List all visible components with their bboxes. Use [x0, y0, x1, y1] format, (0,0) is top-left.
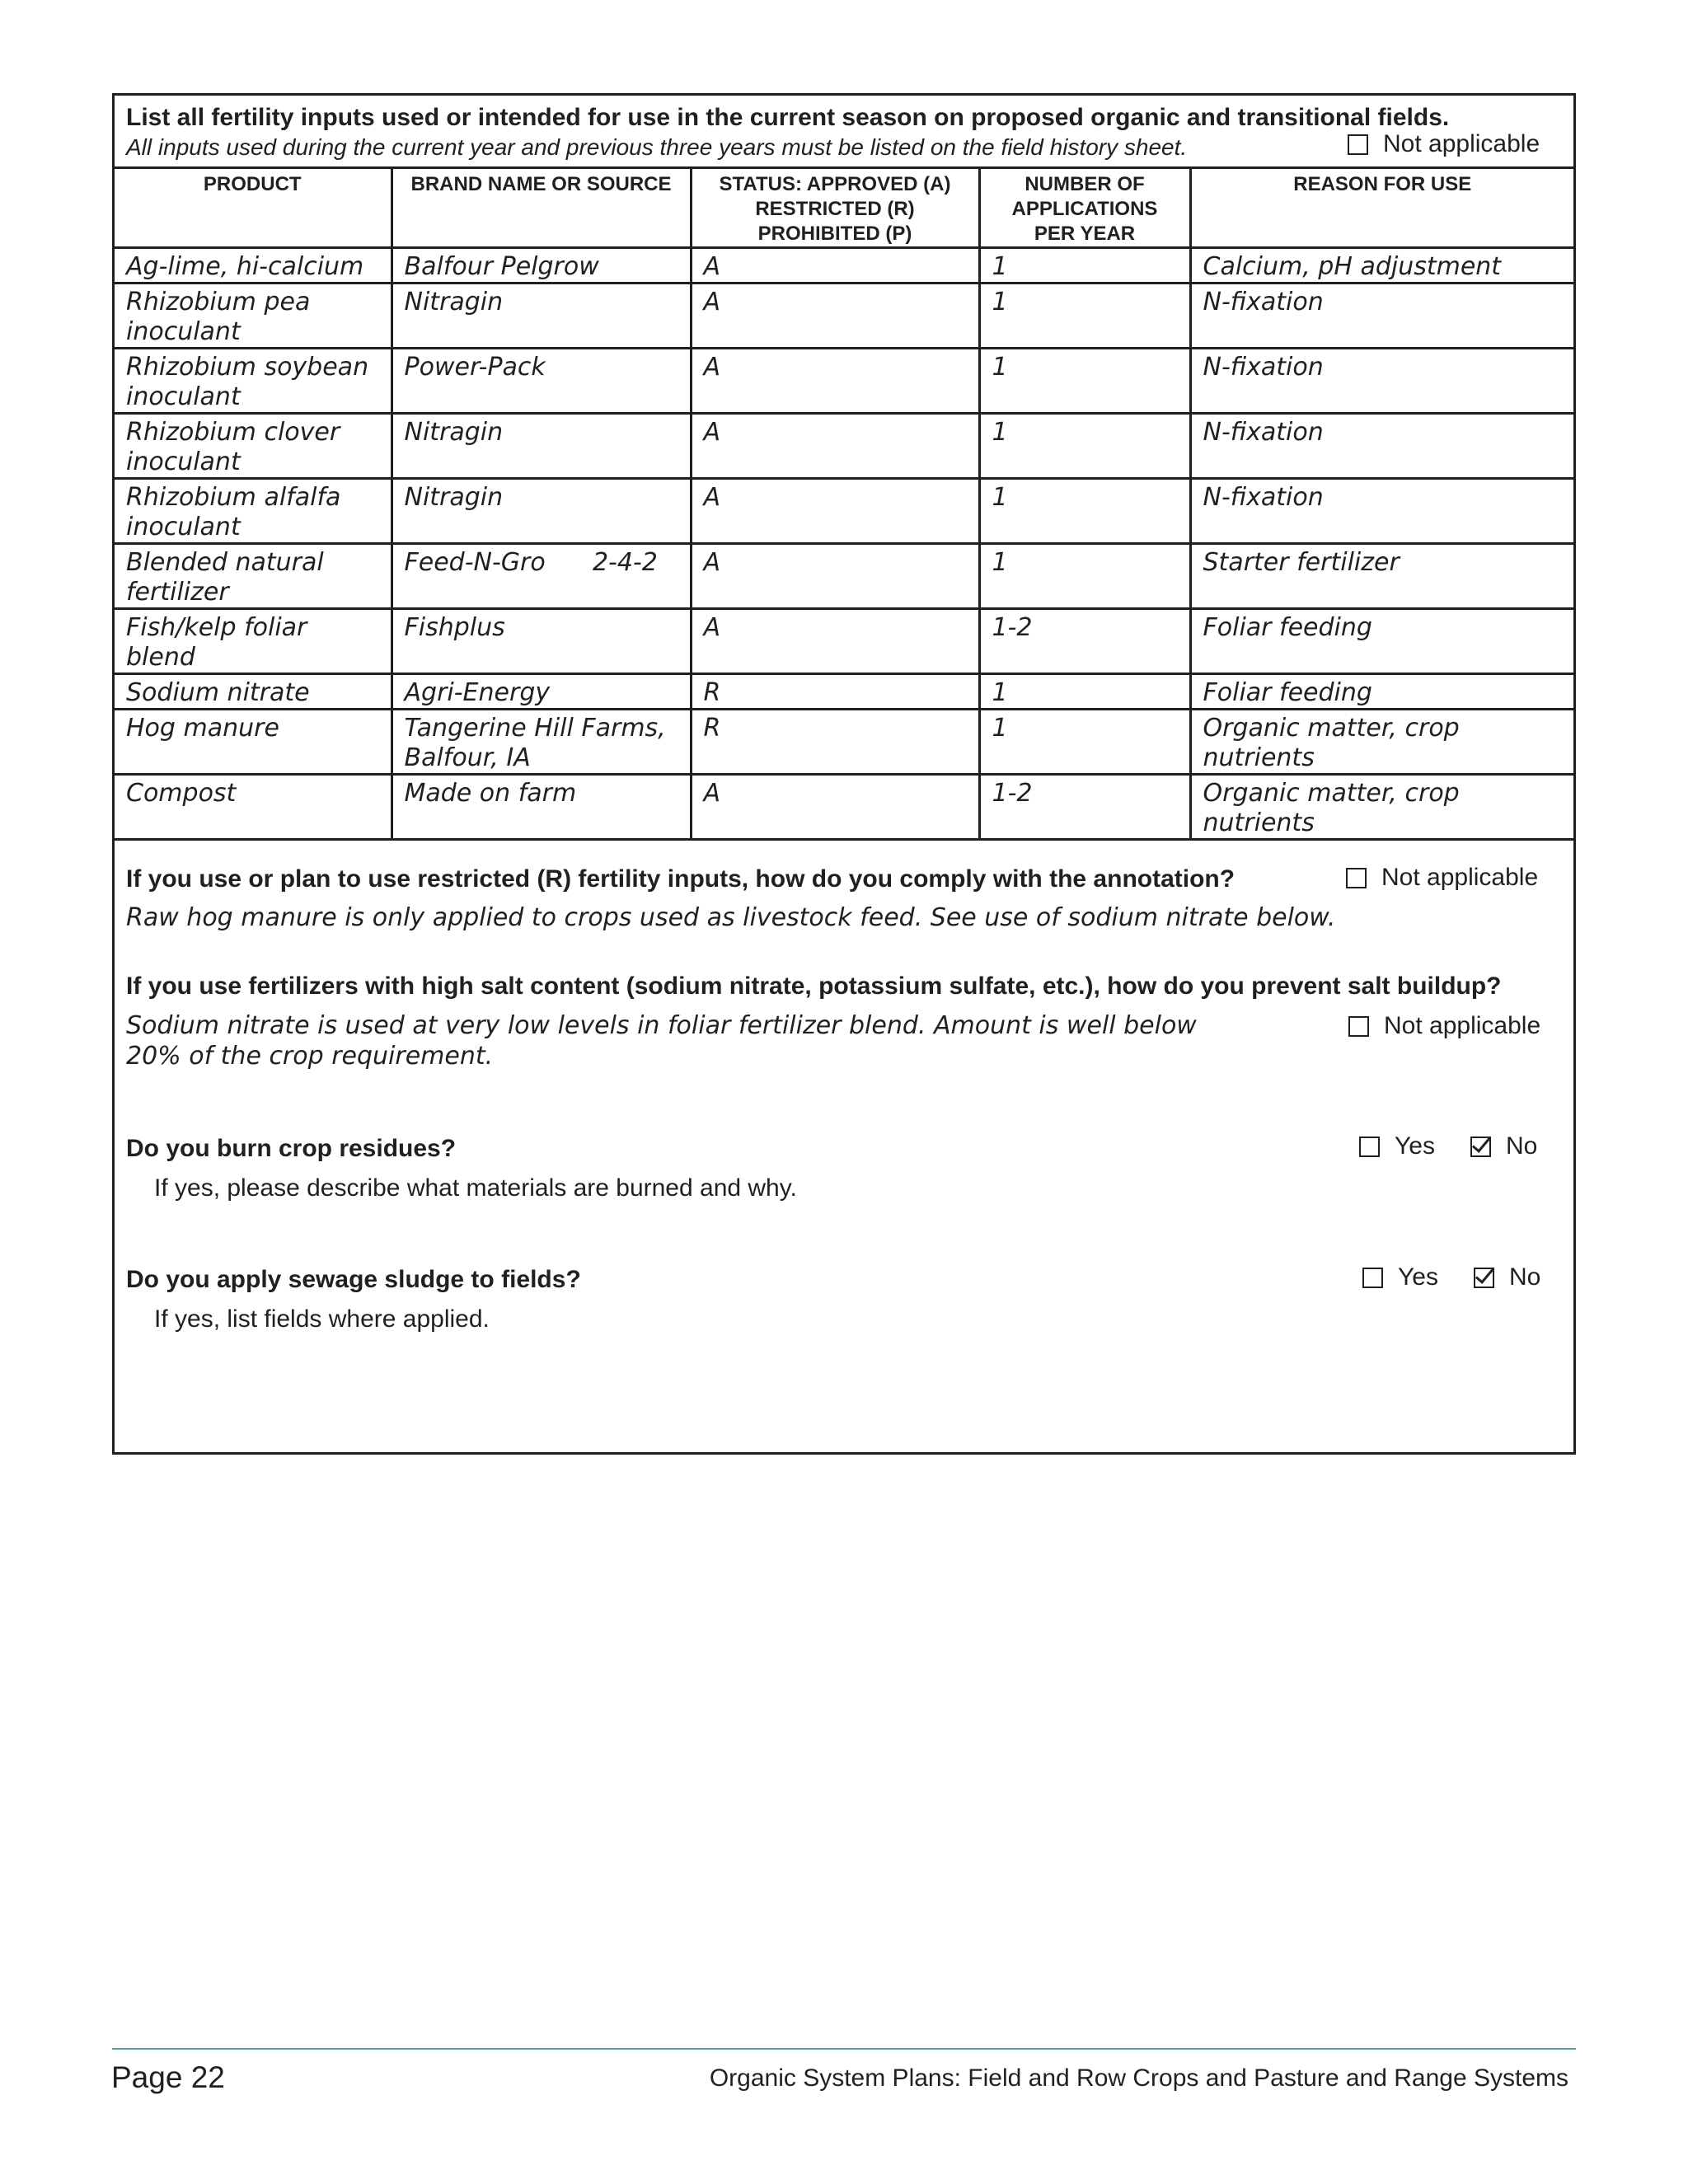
applications-cell[interactable]: 1-2	[979, 609, 1190, 674]
salt-buildup-answer-line-1[interactable]: Sodium nitrate is used at very low levels in foliar fertilizer blend. Amount is well below	[126, 1011, 1197, 1040]
brand-cell[interactable]: Agri-Energy	[392, 674, 691, 710]
q2-not-applicable-checkbox[interactable]	[1348, 1016, 1369, 1037]
sludge-no-label: No	[1509, 1263, 1541, 1291]
page-number: Page 22	[111, 2060, 225, 2094]
table-row	[115, 479, 1573, 544]
footer-divider	[112, 2048, 1576, 2050]
not-applicable-option[interactable]	[1348, 130, 1540, 158]
brand-cell[interactable]: Nitragin	[392, 414, 691, 479]
reason-cell[interactable]: Foliar feeding	[1190, 609, 1573, 674]
restricted-inputs-question: If you use or plan to use restricted (R) fertility inputs, how do you comply with the annotation?	[126, 865, 1236, 893]
reason-cell[interactable]: N-fixation	[1190, 479, 1573, 544]
status-cell[interactable]: A	[691, 284, 979, 349]
status-cell[interactable]: A	[691, 609, 979, 674]
applications-cell[interactable]: 1-2	[979, 775, 1190, 840]
sludge-yes-label: Yes	[1398, 1263, 1438, 1291]
applications-cell[interactable]: 1	[979, 674, 1190, 710]
status-cell[interactable]: A	[691, 544, 979, 609]
q2-not-applicable-option[interactable]	[1348, 1012, 1540, 1040]
table-row	[115, 248, 1573, 284]
column-header: STATUS: APPROVED (A) RESTRICTED (R) PROHIBITED (P)	[691, 166, 979, 248]
burn-yes-option[interactable]	[1359, 1132, 1435, 1160]
document-title: Organic System Plans: Field and Row Crops and Pasture and Range Systems	[709, 2064, 1568, 2092]
table-header-row	[115, 166, 1573, 248]
brand-cell[interactable]: Feed-N-Gro 2-4-2	[392, 544, 691, 609]
product-cell[interactable]: Sodium nitrate	[115, 674, 392, 710]
q1-not-applicable-checkbox[interactable]	[1346, 868, 1367, 888]
reason-cell[interactable]: Organic matter, crop nutrients	[1190, 775, 1573, 840]
product-cell[interactable]: Rhizobium soybean inoculant	[115, 349, 392, 414]
sludge-yes-option[interactable]	[1362, 1263, 1438, 1291]
column-header: REASON FOR USE	[1190, 166, 1573, 248]
applications-cell[interactable]: 1	[979, 414, 1190, 479]
sludge-no-option[interactable]	[1474, 1263, 1540, 1291]
applications-cell[interactable]: 1	[979, 248, 1190, 284]
product-cell[interactable]: Blended natural fertilizer	[115, 544, 392, 609]
restricted-inputs-answer[interactable]: Raw hog manure is only applied to crops used as livestock feed. See use of sodium nitrate below.	[126, 903, 1336, 932]
reason-cell[interactable]: Starter fertilizer	[1190, 544, 1573, 609]
brand-cell[interactable]: Made on farm	[392, 775, 691, 840]
brand-cell[interactable]: Nitragin	[392, 284, 691, 349]
reason-cell[interactable]: Calcium, pH adjustment	[1190, 248, 1573, 284]
brand-cell[interactable]: Nitragin	[392, 479, 691, 544]
burn-no-option[interactable]	[1470, 1132, 1537, 1160]
reason-cell[interactable]: N-fixation	[1190, 284, 1573, 349]
status-cell[interactable]: R	[691, 710, 979, 775]
brand-cell[interactable]: Power-Pack	[392, 349, 691, 414]
burn-materials-prompt: If yes, please describe what materials are burned and why.	[154, 1174, 797, 1202]
applications-cell[interactable]: 1	[979, 544, 1190, 609]
table-row	[115, 414, 1573, 479]
table-row	[115, 609, 1573, 674]
applications-cell[interactable]: 1	[979, 479, 1190, 544]
salt-buildup-question: If you use fertilizers with high salt content (sodium nitrate, potassium sulfate, etc.), how do you prevent salt buildup?	[126, 972, 1502, 1000]
form-header	[115, 96, 1573, 169]
sludge-no-checkbox[interactable]	[1474, 1268, 1494, 1288]
product-cell[interactable]: Compost	[115, 775, 392, 840]
reason-cell[interactable]: Organic matter, crop nutrients	[1190, 710, 1573, 775]
form-title: List all fertility inputs used or intended for use in the current season on proposed organic and transitional fields.	[126, 104, 1450, 131]
table-row	[115, 710, 1573, 775]
burn-yes-checkbox[interactable]	[1359, 1137, 1380, 1157]
status-cell[interactable]: A	[691, 414, 979, 479]
product-cell[interactable]: Rhizobium pea inoculant	[115, 284, 392, 349]
brand-cell[interactable]: Fishplus	[392, 609, 691, 674]
table-row	[115, 284, 1573, 349]
not-applicable-label: Not applicable	[1383, 130, 1540, 157]
q2-not-applicable-label: Not applicable	[1384, 1012, 1541, 1039]
burn-no-checkbox[interactable]	[1470, 1137, 1491, 1157]
sludge-fields-prompt: If yes, list fields where applied.	[154, 1305, 490, 1333]
table-row	[115, 349, 1573, 414]
product-cell[interactable]: Ag-lime, hi-calcium	[115, 248, 392, 284]
fertility-inputs-table	[115, 166, 1573, 841]
table-row	[115, 674, 1573, 710]
product-cell[interactable]: Rhizobium alfalfa inoculant	[115, 479, 392, 544]
applications-cell[interactable]: 1	[979, 284, 1190, 349]
reason-cell[interactable]: N-fixation	[1190, 414, 1573, 479]
status-cell[interactable]: A	[691, 479, 979, 544]
table-row	[115, 775, 1573, 840]
applications-cell[interactable]: 1	[979, 710, 1190, 775]
brand-cell[interactable]: Tangerine Hill Farms, Balfour, IA	[392, 710, 691, 775]
brand-cell[interactable]: Balfour Pelgrow	[392, 248, 691, 284]
sewage-sludge-question: Do you apply sewage sludge to fields?	[126, 1266, 581, 1293]
status-cell[interactable]: A	[691, 775, 979, 840]
product-cell[interactable]: Fish/kelp foliar blend	[115, 609, 392, 674]
product-cell[interactable]: Rhizobium clover inoculant	[115, 414, 392, 479]
burn-yes-label: Yes	[1395, 1132, 1435, 1160]
column-header: NUMBER OF APPLICATIONS PER YEAR	[979, 166, 1190, 248]
reason-cell[interactable]: N-fixation	[1190, 349, 1573, 414]
salt-buildup-answer-line-2[interactable]: 20% of the crop requirement.	[126, 1042, 494, 1071]
burn-no-label: No	[1506, 1132, 1538, 1160]
column-header: BRAND NAME OR SOURCE	[392, 166, 691, 248]
reason-cell[interactable]: Foliar feeding	[1190, 674, 1573, 710]
q1-not-applicable-option[interactable]	[1346, 864, 1538, 892]
burn-crop-residues-question: Do you burn crop residues?	[126, 1135, 457, 1162]
status-cell[interactable]: R	[691, 674, 979, 710]
status-cell[interactable]: A	[691, 248, 979, 284]
fertility-inputs-form	[112, 93, 1576, 1455]
product-cell[interactable]: Hog manure	[115, 710, 392, 775]
table-row	[115, 544, 1573, 609]
applications-cell[interactable]: 1	[979, 349, 1190, 414]
status-cell[interactable]: A	[691, 349, 979, 414]
not-applicable-checkbox[interactable]	[1348, 134, 1368, 155]
sludge-yes-checkbox[interactable]	[1362, 1268, 1383, 1288]
q1-not-applicable-label: Not applicable	[1381, 864, 1539, 891]
column-header: PRODUCT	[115, 166, 392, 248]
form-subtitle: All inputs used during the current year and previous three years must be listed on the field history sheet.	[126, 134, 1188, 160]
